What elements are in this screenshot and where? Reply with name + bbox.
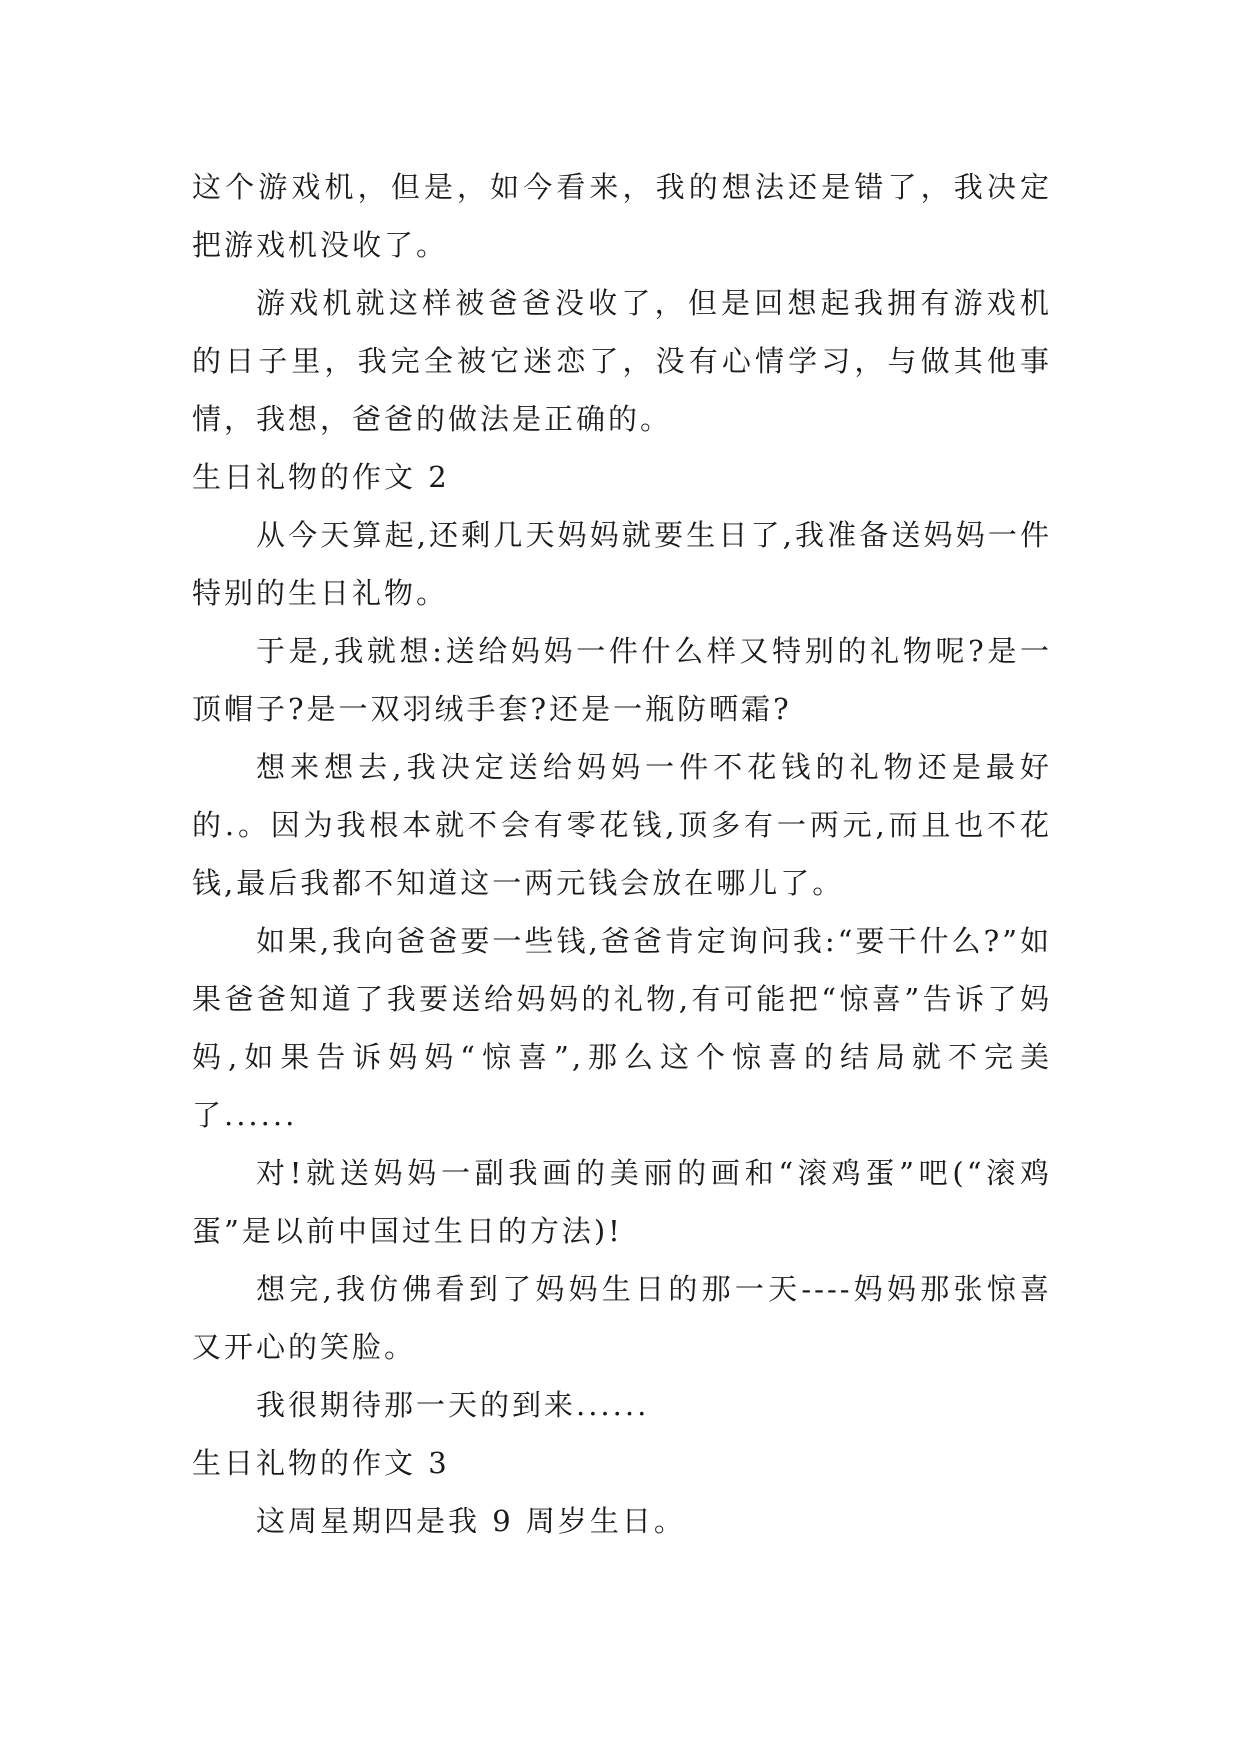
paragraph: 对!就送妈妈一副我画的美丽的画和“滚鸡蛋”吧(“滚鸡蛋”是以前中国过生日的方法)! xyxy=(192,1156,1052,1248)
paragraph: 从今天算起,还剩几天妈妈就要生日了,我准备送妈妈一件特别的生日礼物。 xyxy=(192,518,1052,610)
paragraph: 这个游戏机，但是，如今看来，我的想法还是错了，我决定把游戏机没收了。 xyxy=(192,170,1052,262)
paragraph: 想完,我仿佛看到了妈妈生日的那一天----妈妈那张惊喜又开心的笑脸。 xyxy=(192,1272,1052,1364)
paragraph: 想来想去,我决定送给妈妈一件不花钱的礼物还是最好的.。因为我根本就不会有零花钱,顶多有一两元,而且也不花钱,最后我都不知道这一两元钱会放在哪儿了。 xyxy=(192,750,1052,900)
section-heading: 生日礼物的作文 2 xyxy=(192,460,450,494)
paragraph: 我很期待那一天的到来...... xyxy=(256,1388,650,1422)
paragraph: 游戏机就这样被爸爸没收了，但是回想起我拥有游戏机的日子里，我完全被它迷恋了，没有心情学习，与做其他事情，我想，爸爸的做法是正确的。 xyxy=(192,286,1052,436)
section-heading: 生日礼物的作文 3 xyxy=(192,1446,450,1480)
paragraph: 于是,我就想:送给妈妈一件什么样又特别的礼物呢?是一顶帽子?是一双羽绒手套?还是一瓶防晒霜? xyxy=(192,634,1052,726)
document-body xyxy=(192,158,1052,1550)
paragraph: 这周星期四是我 9 周岁生日。 xyxy=(256,1504,686,1538)
paragraph: 如果,我向爸爸要一些钱,爸爸肯定询问我:“要干什么?”如果爸爸知道了我要送给妈妈的礼物,有可能把“惊喜”告诉了妈妈,如果告诉妈妈“惊喜”,那么这个惊喜的结局就不完美了...... xyxy=(192,924,1052,1132)
